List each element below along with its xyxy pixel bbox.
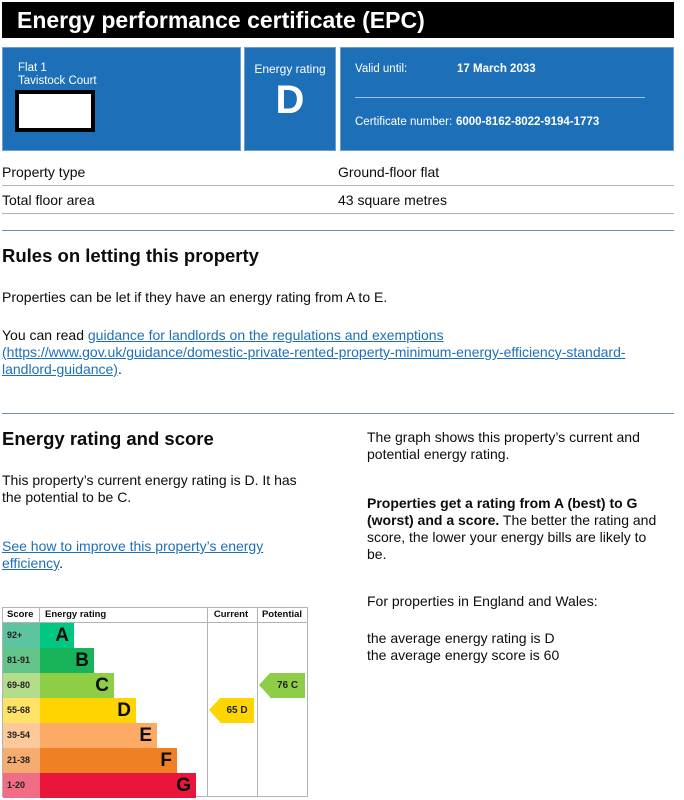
property-type-value: Ground-floor flat	[338, 164, 440, 180]
potential-rating-arrow	[259, 673, 305, 698]
potential-rating-arrow-label: 76 C	[270, 673, 305, 698]
property-row	[2, 187, 674, 214]
redacted-postcode	[15, 90, 95, 132]
band-bar-c: C	[40, 673, 114, 698]
energy-rating-letter: D	[275, 78, 305, 122]
floor-area-label: Total floor area	[2, 192, 95, 208]
average-score-text: the average energy score is 60	[367, 647, 560, 663]
band-score-e: 39-54	[3, 723, 40, 748]
chart-column-divider	[39, 608, 40, 622]
band-bar-g: G	[40, 773, 196, 798]
energy-rating-panel	[244, 47, 336, 151]
rating-scale-paragraph	[367, 495, 667, 563]
improve-efficiency-link[interactable]: See how to improve this property’s energy efficiency	[2, 538, 264, 571]
rating-scale-bold: Properties get a rating from A (best) to G (worst) and a score.	[367, 495, 638, 528]
current-column-header: Current	[213, 609, 249, 620]
certificate-panel	[340, 47, 674, 151]
section-divider	[2, 413, 674, 414]
chart-column-divider	[257, 608, 258, 796]
band-score-b: 81-91	[3, 648, 40, 673]
band-bar-e: E	[40, 723, 157, 748]
floor-area-value: 43 square metres	[338, 192, 447, 208]
address-panel	[2, 47, 241, 151]
certificate-number-value: 6000-8162-8022-9194-1773	[456, 116, 600, 128]
band-bar-f: F	[40, 748, 177, 773]
rating-scale-rest: The better the rating and score, the lower your energy bills are likely to be.	[367, 512, 657, 562]
band-score-c: 69-80	[3, 673, 40, 698]
improve-paragraph	[2, 538, 292, 572]
region-text: For properties in England and Wales:	[367, 593, 598, 609]
letting-guidance-paragraph	[2, 327, 662, 378]
panel-divider	[355, 97, 645, 98]
current-rating-arrow	[209, 698, 254, 723]
chart-column-divider	[207, 608, 208, 796]
energy-rating-chart	[2, 607, 308, 797]
potential-column-header: Potential	[261, 609, 303, 620]
band-bar-d: D	[40, 698, 136, 723]
page-title: Energy performance certificate (EPC)	[2, 2, 674, 38]
band-score-a: 92+	[3, 623, 40, 648]
band-score-f: 21-38	[3, 748, 40, 773]
band-score-d: 55-68	[3, 698, 40, 723]
address-line-1: Flat 1	[18, 62, 47, 74]
rating-column-header: Energy rating	[45, 609, 107, 620]
band-bar-b: B	[40, 648, 94, 673]
guidance-prefix: You can read	[2, 327, 88, 343]
address-line-2: Tavistock Court	[18, 75, 97, 87]
valid-until-label: Valid until:	[355, 63, 408, 75]
energy-heading: Energy rating and score	[2, 428, 214, 449]
certificate-number-label: Certificate number:	[355, 116, 453, 128]
valid-until-value: 17 March 2033	[457, 63, 536, 75]
current-rating-arrow-label: 65 D	[220, 698, 254, 723]
property-row	[2, 159, 674, 186]
energy-rating-label: Energy rating	[254, 62, 326, 76]
section-divider	[2, 230, 674, 231]
score-column-header: Score	[7, 609, 34, 620]
landlord-guidance-link[interactable]: guidance for landlords on the regulations and exemptions (https://www.gov.uk/guidance/domestic-private-rented-property-minimum-energy-efficiency-standard-landlord-guidance)	[2, 327, 626, 377]
letting-heading: Rules on letting this property	[2, 245, 259, 266]
property-type-label: Property type	[2, 164, 86, 180]
guidance-suffix: .	[117, 361, 122, 377]
graph-description: The graph shows this property’s current and potential energy rating.	[367, 429, 640, 462]
band-score-g: 1-20	[3, 773, 40, 798]
current-rating-text: This property’s current energy rating is D. It has the potential to be C.	[2, 472, 297, 505]
average-rating-text: the average energy rating is D	[367, 630, 555, 646]
band-bar-a: A	[40, 623, 74, 648]
letting-text: Properties can be let if they have an energy rating from A to E.	[2, 289, 388, 305]
improve-suffix: .	[59, 555, 63, 571]
